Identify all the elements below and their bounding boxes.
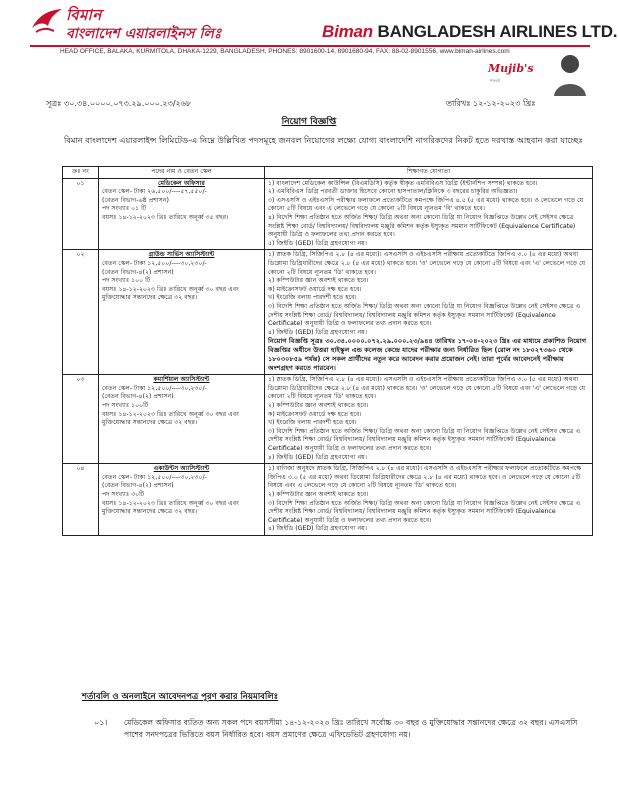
post-title: গ্রাউন্ড সার্ভিস অ্যাসিস্ট্যান্ট [148,251,215,259]
qualification-item: ২) এমবিবিএস ডিগ্রি পরবর্তী ডাক্তার হিসেবে কোনো হাসপাতাল/ক্লিনিকে ৩ বছরের চাকুরির অভিজ্ঞতা। [268,188,518,196]
memo-reference: সূত্রঃ ৩০.৩৪.০০০০.০৭৩.২৯.০০০.২৩/২৬৮ [46,99,192,108]
post-detail: পদ সংখ্যাঃ ১০০ টি [102,277,151,285]
post-detail: বেতন স্কেল- টাকা ১২,৫০০/----৩০,২৩০/- [102,259,207,267]
qualification-item: ১) বাণিজ্য অনুষদে স্নাতক ডিগ্রি, সিজিপিএ ২.৮ (৪ এর মধ্যে)। এসএসসি ও এইচএসসি পরীক্ষার ফলাফলে প্রত্যেকটিতে কমপক্ষে জিপিএ ৩.০ (৫ এর মধ্যে) অথবা ডিপ্লোমা ডিগ্রিধারীদের ক্ষেত্রে ২.৮ (৪ এর মধ্যে) থাকতে হবে। ও লেভেলে গড়ে যে কোনো ৫টি বিষয়ে এবং এ লেভেলে গড়ে যে কোনো ২টি বিষয়ে ন্যূনতম 'ডি' থাকতে হবে। [268,465,582,490]
table-header-row [63,167,593,179]
post-title: মেডিকেল অফিসার [158,179,205,187]
qualification-cell [265,464,593,536]
brand-name-english [322,22,617,42]
post-detail: বয়সঃ ১৪-১২-২০২৩ খ্রিঃ তারিখে অনূর্ধ্ব ৩৫ বছর। [102,213,229,221]
post-title: কমার্শিয়াল অ্যাসিস্ট্যান্ট [153,376,210,384]
qualification-item: ক) মাইক্রোসফট ওয়ার্ডে দক্ষ হতে হবে। [268,285,362,293]
post-cell [99,250,265,375]
biman-bird-logo-icon [30,6,64,36]
row-serial: ০৪ [63,464,99,536]
qualification-item: খ) ইংরেজি বলায় পারদর্শী হতে হবে। [268,294,357,302]
qualification-item: ৩) এসএসসি ও এইচএসসি পরীক্ষার ফলাফলে প্রত্যেকটিতে কমপক্ষে জিপিএ ৪.৫ (৫ এর মধ্যে) থাকতে হবে। ও লেভেলে গড়ে যে কোনো ৫টি বিষয়ে এবং এ লেভেলে গড়ে যে কোনো ২টি বিষয়ে ন্যূনতম 'বি' থাকতে হবে। [268,196,584,213]
table-row [63,250,593,375]
qualification-item: ৪) বিদেশি শিক্ষা প্রতিষ্ঠান হতে অর্জিত শিক্ষা/ ডিগ্রি অথবা অন্য কোনো ডিগ্রি যা নিয়োগ বিজ্ঞপ্তিতে উল্লেখ নেই সেইসব ক্ষেত্রে সংশ্লিষ্ট শিক্ষা বোর্ড/ বিশ্ববিদ্যালয়/ বিশ্ববিদ্যালয় মঞ্জুরি কমিশন কর্তৃক ইস্যুকৃত সমমান সার্টিফিকেট (Equivalence Certificate) অনুযায়ী ডিগ্রি ও ফলাফলের তথ্য প্রদান করতে হবে। [268,213,576,239]
table-row [63,178,593,250]
post-detail: বেতন স্কেল- টাকা ১২,৫০০/----৩০,২৩০/- [102,384,207,392]
portrait-silhouette-icon [548,52,588,96]
mujib-centenary-logo [488,56,590,100]
qualification-item: ৪) জিইডি (GED) ডিগ্রি গ্রহণযোগ্য নয়। [268,453,368,461]
brand-subtitle-bangla: বাংলাদেশ এয়ারলাইনস লিঃ [66,26,222,42]
intro-paragraph: বিমান বাংলাদেশ এয়ারলাইন্স লিমিটেড-এ নিম্নে উল্লিখিত পদসমূহে জনবল নিয়োগের লক্ষ্যে যোগ্য বাংলাদেশি নাগরিকদের নিকট হতে দরখাস্ত আহবান করা যাচ্ছেঃ [64,135,583,145]
post-detail: বয়সঃ ১৪-১২-২০২৩ খ্রিঃ তারিখে অনূর্ধ্ব ৩০ বছর এবং মুক্তিযোদ্ধার সন্তানদের ক্ষেত্রে ৩২ বছর। [102,410,239,427]
post-cell [99,178,265,250]
post-title: একাউন্টস অ্যাসিস্ট্যান্ট [153,465,210,473]
post-detail: (বেতন বিভাগ-৪(২) প্রশাসন) [102,482,174,490]
row-serial: ০৩ [63,375,99,464]
table-row [63,375,593,464]
qualification-item: ১) বাংলাদেশ মেডিকেল কাউন্সিল (বিএমডিসি) কর্তৃক স্বীকৃত এমবিবিএস ডিগ্রি (ইন্টার্নশিপ সম্পন্ন) থাকতে হবে। [268,179,538,187]
term-text: মেডিকেল অফিসার ব্যতিত অন্য সকল পদে বয়সসীমা ১৪-১২-২০২৩ খ্রিঃ তারিখে সর্বোচ্চ ৩০ বছর ও মুক্তিযোদ্ধার সন্তানদের ক্ষেত্রে ৩২ বছর। এসএসসি পাশের সনদপত্রের ভিত্তিতে বয়স নির্ধারিত হবে। বয়স প্রমাণের ক্ষেত্রে এফিডেভিট গ্রহণযোগ্য নয়। [124,718,578,739]
header-post: পদের নাম ও বেতন স্কেল [99,167,265,179]
qualification-item: ১) স্নাতক ডিগ্রি, সিজিপিএ ২.৮ (৪ এর মধ্যে)। এসএসসি ও এইচএসসি পরীক্ষায় প্রত্যেকটিতে জিপিএ ৩.০ (৫ এর মধ্যে) অথবা ডিপ্লোমা ডিগ্রিধারীদের ক্ষেত্রে ২.৮ (৪ এর মধ্যে) থাকতে হবে। 'ও' লেভেলে গড়ে যে কোনো ৫টি বিষয়ে এবং 'এ' লেভেলে গড়ে যে কোনো ২টি বিষয়ে ন্যূনতম 'ডি' থাকতে হবে। [268,376,586,401]
issue-date: তারিখঃ ১২-১২-২০২৩ খ্রিঃ [446,99,536,108]
qualification-item: ৪) জিইডি (GED) ডিগ্রি গ্রহণযোগ্য নয়। [268,525,368,533]
header-divider [30,45,590,47]
qualification-item: ৩) বিদেশি শিক্ষা প্রতিষ্ঠান হতে অর্জিত শিক্ষা/ ডিগ্রি অথবা অন্য কোনো ডিগ্রি যা নিয়োগ বিজ্ঞপ্তিতে উল্লেখ নেই সেইসব ক্ষেত্রে এ দেশীয় সংশ্লিষ্ট শিক্ষা বোর্ড/ বিশ্ববিদ্যালয়/ বিশ্ববিদ্যালয় মঞ্জুরি কমিশন কর্তৃক ইস্যুকৃত সমমান সার্টিফিকেট (Equivalence Certificate) অনুযায়ী ডিগ্রি ও ফলাফলের তথ্য প্রদান করতে হবে। [268,302,581,328]
mujib-logo-sub: শতবর্ষ [490,78,500,83]
previous-notice-note: নিয়োগ বিজ্ঞপ্তি সূত্রঃ ৩০.৩৪.০০০০.০৭২.২৯.০০০.২৩/৯৪৪ তারিখঃ ১৭-০৪-২০২৩ খ্রিঃ এর মাধ্যমে প্রকাশিত নিয়োগ বিজ্ঞপ্তির অধীনে উত্তরা হাইস্কুল এন্ড কলেজ কেন্দ্রে যাদের পরীক্ষার জন্য নির্ধারিত ছিল (রোল নং ১৮০২৭৩৬০ থেকে ১৮০৩০৮৫৯ পর্যন্ত) সে সকল প্রার্থীদের নতুন করে আবেদন করার প্রয়োজন নেই। তারা পূর্বের আবেদনেই পরীক্ষায় অংশগ্রহণ করতে পারবেন। [268,337,587,373]
page-title: নিয়োগ বিজ্ঞপ্তি [281,117,337,127]
post-cell [99,375,265,464]
qualification-item: ৫) জিইডি (GED) ডিগ্রি গ্রহণযোগ্য নয়। [268,239,368,247]
post-detail: বয়সঃ ১৪-১২-২০২৩ খ্রিঃ তারিখে অনূর্ধ্ব ৩০ বছর এবং মুক্তিযোদ্ধার সন্তানদের ক্ষেত্রে ৩২ বছর। [102,285,239,302]
post-cell [99,464,265,536]
qualification-item: ২) কম্পিউটার জ্ঞান অবশ্যই থাকতে হবে। [268,491,369,498]
terms-title: শর্তাবলি ও অনলাইনে আবেদনপত্র পূরণ করার নিয়মাবলিঃ [82,692,279,702]
header-serial: ক্রঃ নং [63,167,99,179]
post-detail: পদ সংখ্যাঃ ৩০টি [102,491,145,498]
brand-name-bangla: বিমান [66,6,102,24]
brand-rest: BANGLADESH AIRLINES LTD. [377,22,618,41]
qualification-item: ৩) বিদেশি শিক্ষা প্রতিষ্ঠান হতে অর্জিত শিক্ষা/ ডিগ্রি অথবা অন্য কোনো ডিগ্রি যা নিয়োগ বিজ্ঞপ্তিতে উল্লেখ নেই সেইসব ক্ষেত্রে এ দেশীয় সংশ্লিষ্ট শিক্ষা বোর্ড/ বিশ্ববিদ্যালয়/ বিশ্ববিদ্যালয় মঞ্জুরি কমিশন কর্তৃক ইস্যুকৃত সমমান সার্টিফিকেট (Equivalence Certificate) অনুযায়ী ডিগ্রি ও ফলাফলের তথ্য প্রদান করতে হবে। [268,427,581,453]
post-detail: বেতন স্কেল- টাকা ১২,৫০০/----৩০,২৩০/- [102,473,207,481]
table-row [63,464,593,536]
qualification-item: ২) কম্পিউটার জ্ঞান অবশ্যই থাকতে হবে। [268,402,369,410]
job-positions-table [62,166,593,536]
post-detail: (বেতন বিভাগ-৪(২) প্রশাসন) [102,393,174,401]
post-detail: (বেতন বিভাগ-৬ষ্ঠ প্রশাসন) [102,196,169,204]
post-detail: বয়সঃ ১৪-১২-২০২৩ খ্রিঃ তারিখে অনূর্ধ্ব ৩০ বছর এবং মুক্তিযোদ্ধার সন্তানদের ক্ষেত্রে ৩২ বছর। [102,499,239,516]
post-detail: (বেতন বিভাগ-৪(২) প্রশাসন) [102,268,174,276]
qualification-item: ২) কম্পিউটার জ্ঞান অবশ্যই থাকতে হবে। [268,277,369,285]
post-detail: পদ সংখ্যাঃ ১০০টি [102,402,149,410]
brand-biman-word: Biman [322,22,373,41]
header-qualification: শিক্ষাগত যোগ্যতা [265,167,593,179]
qualification-item: খ) ইংরেজি বলায় পারদর্শী হতে হবে। [268,419,357,427]
qualification-cell [265,375,593,464]
mujib-logo-text: Mujib's [488,62,534,75]
head-office-address: HEAD OFFICE, BALAKA, KURMITOLA, DHAKA-1229, BANGLADESH, PHONES: 8901600-14, 8901680-94, FAX: 88-02-8901556, www.biman-airlines.com [60,48,510,55]
post-detail: বেতন স্কেল- টাকা ২৬,৫০০/----৫৭,৫৫০/- [102,188,207,196]
qualification-cell [265,250,593,375]
letterhead [0,0,618,60]
qualification-item: ১) স্নাতক ডিগ্রি, সিজিপিএ ২.৮ (৪ এর মধ্যে)। এসএসসি ও এইচএসসি পরীক্ষায় প্রত্যেকটিতে জিপিএ ৩.০ (৫ এর মধ্যে) অথবা ডিপ্লোমা ডিগ্রিধারীদের ক্ষেত্রে ২.৮ (৪ এর মধ্যে) থাকতে হবে। 'ও' লেভেলে গড়ে যে কোনো ৫টি বিষয়ে এবং 'এ' লেভেলে গড়ে যে কোনো ২টি বিষয়ে ন্যূনতম 'ডি' থাকতে হবে। [268,251,586,276]
qualification-cell [265,178,593,250]
qualification-item: ৩) বিদেশি শিক্ষা প্রতিষ্ঠান হতে অর্জিত শিক্ষা/ ডিগ্রি অথবা অন্য কোনো ডিগ্রি যা নিয়োগ বিজ্ঞপ্তিতে উল্লেখ নেই সেইসব ক্ষেত্রে এ দেশীয় সংশ্লিষ্ট শিক্ষা বোর্ড/ বিশ্ববিদ্যালয়/ বিশ্ববিদ্যালয় মঞ্জুরি কমিশন কর্তৃক ইস্যুকৃত সমমান সার্টিফিকেট (Equivalence Certificate) অনুযায়ী ডিগ্রি ও ফলাফলের তথ্য প্রদান করতে হবে। [268,499,581,524]
row-serial: ০১ [63,178,99,250]
qualification-item: ক) মাইক্রোসফট ওয়ার্ডে দক্ষ হতে হবে। [268,410,362,418]
post-detail: পদ সংখ্যাঃ ০১ টি [102,205,147,213]
row-serial: ০২ [63,250,99,375]
term-number: ০১। [94,718,108,727]
qualification-item: ৪) জিইডি (GED) ডিগ্রি গ্রহণযোগ্য নয়। [268,328,368,336]
